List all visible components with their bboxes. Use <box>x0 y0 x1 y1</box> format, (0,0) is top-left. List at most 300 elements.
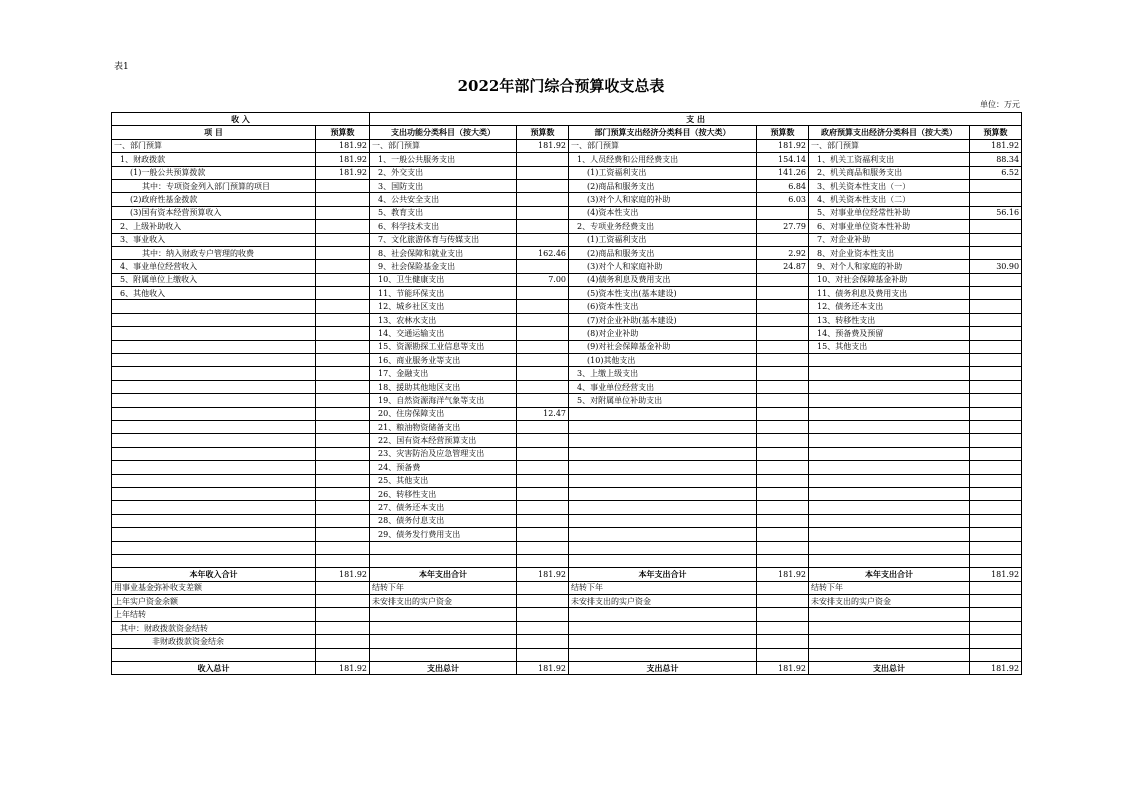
budget-amount-cell <box>316 380 370 393</box>
budget-amount-cell <box>970 220 1022 233</box>
item-cell: 本年支出合计 <box>569 568 757 581</box>
budget-amount-cell <box>970 340 1022 353</box>
item-cell <box>370 635 517 648</box>
budget-amount-cell <box>970 621 1022 634</box>
budget-amount-cell <box>757 367 809 380</box>
item-cell <box>112 380 316 393</box>
budget-amount-cell <box>517 541 569 554</box>
budget-amount-cell <box>517 260 569 273</box>
item-cell <box>112 648 316 661</box>
budget-amount-cell <box>970 233 1022 246</box>
item-cell: 支出总计 <box>370 662 517 675</box>
item-cell: (9)对社会保障基金补助 <box>569 340 757 353</box>
table-row <box>112 528 1022 541</box>
budget-amount-cell <box>316 206 370 219</box>
budget-amount-cell: 181.92 <box>517 139 569 152</box>
item-cell <box>112 300 316 313</box>
column-header: 部门预算支出经济分类科目（按大类） <box>569 126 757 139</box>
item-cell: 23、灾害防治及应急管理支出 <box>370 447 517 460</box>
budget-amount-cell <box>316 581 370 594</box>
item-cell <box>809 501 970 514</box>
item-cell: 26、转移性支出 <box>370 487 517 500</box>
budget-amount-cell <box>970 474 1022 487</box>
item-cell: 上年实户资金余额 <box>112 595 316 608</box>
item-cell <box>112 327 316 340</box>
item-cell <box>112 461 316 474</box>
item-cell: 1、一般公共服务支出 <box>370 153 517 166</box>
table-row <box>112 287 1022 300</box>
item-cell: 一、部门预算 <box>569 139 757 152</box>
budget-amount-cell <box>757 501 809 514</box>
budget-amount-cell: 181.92 <box>970 662 1022 675</box>
item-cell <box>809 621 970 634</box>
item-cell <box>112 367 316 380</box>
item-cell: (7)对企业补助(基本建设) <box>569 313 757 326</box>
table-row <box>112 461 1022 474</box>
budget-amount-cell: 181.92 <box>970 139 1022 152</box>
budget-amount-cell <box>970 300 1022 313</box>
budget-amount-cell <box>316 528 370 541</box>
page-title: 2022年部门综合预算收支总表 <box>457 77 665 95</box>
item-cell: (3)对个人和家庭的补助 <box>569 193 757 206</box>
budget-amount-cell: 162.46 <box>517 246 569 259</box>
item-cell <box>809 420 970 433</box>
item-cell: 本年支出合计 <box>809 568 970 581</box>
table-row <box>112 193 1022 206</box>
budget-amount-cell <box>517 206 569 219</box>
table-row <box>112 394 1022 407</box>
item-cell <box>569 420 757 433</box>
budget-amount-cell <box>316 474 370 487</box>
item-cell <box>809 487 970 500</box>
item-cell: 5、教育支出 <box>370 206 517 219</box>
item-cell <box>370 621 517 634</box>
item-cell: 1、财政拨款 <box>112 153 316 166</box>
table-row <box>112 407 1022 420</box>
budget-amount-cell <box>757 313 809 326</box>
budget-amount-cell <box>757 541 809 554</box>
budget-amount-cell <box>517 487 569 500</box>
budget-amount-cell: 27.79 <box>757 220 809 233</box>
budget-amount-cell: 6.52 <box>970 166 1022 179</box>
item-cell: 支出总计 <box>569 662 757 675</box>
item-cell: 5、对事业单位经常性补助 <box>809 206 970 219</box>
budget-amount-cell <box>316 340 370 353</box>
budget-amount-cell <box>316 608 370 621</box>
table-row <box>112 595 1022 608</box>
item-cell: 19、自然资源海洋气象等支出 <box>370 394 517 407</box>
item-cell <box>112 474 316 487</box>
item-cell <box>569 447 757 460</box>
budget-amount-cell <box>757 461 809 474</box>
item-cell: 2、外交支出 <box>370 166 517 179</box>
table-row <box>112 380 1022 393</box>
item-cell <box>370 608 517 621</box>
budget-amount-cell <box>970 608 1022 621</box>
budget-amount-cell <box>517 287 569 300</box>
item-cell <box>112 420 316 433</box>
budget-amount-cell: 181.92 <box>316 662 370 675</box>
item-cell: 10、卫生健康支出 <box>370 273 517 286</box>
budget-amount-cell: 181.92 <box>517 568 569 581</box>
item-cell: 21、粮油物资储备支出 <box>370 420 517 433</box>
column-header: 预算数 <box>517 126 569 139</box>
item-cell: (1)一般公共预算拨款 <box>112 166 316 179</box>
item-cell: 13、转移性支出 <box>809 313 970 326</box>
item-cell <box>112 528 316 541</box>
budget-amount-cell <box>517 166 569 179</box>
budget-amount-cell <box>517 313 569 326</box>
budget-amount-cell <box>970 179 1022 192</box>
item-cell <box>569 635 757 648</box>
budget-amount-cell <box>316 541 370 554</box>
budget-amount-cell <box>970 367 1022 380</box>
table-row <box>112 206 1022 219</box>
budget-amount-cell <box>316 501 370 514</box>
table-row <box>112 487 1022 500</box>
budget-amount-cell <box>517 380 569 393</box>
budget-amount-cell <box>757 394 809 407</box>
item-cell: 10、对社会保障基金补助 <box>809 273 970 286</box>
budget-amount-cell <box>517 635 569 648</box>
budget-amount-cell <box>970 461 1022 474</box>
item-cell: 15、其他支出 <box>809 340 970 353</box>
item-cell <box>112 340 316 353</box>
budget-amount-cell <box>316 300 370 313</box>
budget-table <box>111 112 1022 675</box>
budget-amount-cell <box>316 407 370 420</box>
budget-amount-cell <box>316 354 370 367</box>
budget-amount-cell <box>517 447 569 460</box>
item-cell <box>569 434 757 447</box>
table-row <box>112 635 1022 648</box>
budget-amount-cell <box>517 354 569 367</box>
budget-amount-cell <box>757 608 809 621</box>
item-cell: 9、社会保险基金支出 <box>370 260 517 273</box>
table-row <box>112 260 1022 273</box>
item-cell: (1)工资福利支出 <box>569 166 757 179</box>
budget-amount-cell <box>517 300 569 313</box>
item-cell <box>809 367 970 380</box>
budget-amount-cell: 2.92 <box>757 246 809 259</box>
budget-amount-cell: 56.16 <box>970 206 1022 219</box>
budget-amount-cell <box>517 220 569 233</box>
item-cell: 本年收入合计 <box>112 568 316 581</box>
item-cell <box>809 514 970 527</box>
budget-amount-cell: 181.92 <box>757 139 809 152</box>
item-cell: 收入总计 <box>112 662 316 675</box>
item-cell: 28、债务付息支出 <box>370 514 517 527</box>
budget-amount-cell <box>316 635 370 648</box>
item-cell: 29、债务发行费用支出 <box>370 528 517 541</box>
item-cell: 上年结转 <box>112 608 316 621</box>
item-cell: 13、农林水支出 <box>370 313 517 326</box>
table-row <box>112 434 1022 447</box>
budget-amount-cell <box>517 648 569 661</box>
column-header: 政府预算支出经济分类科目（按大类） <box>809 126 970 139</box>
budget-amount-cell <box>316 648 370 661</box>
budget-amount-cell <box>316 273 370 286</box>
budget-amount-cell <box>757 340 809 353</box>
budget-amount-cell <box>316 246 370 259</box>
budget-amount-cell <box>970 354 1022 367</box>
budget-amount-cell <box>316 447 370 460</box>
item-cell: 14、交通运输支出 <box>370 327 517 340</box>
budget-amount-cell <box>757 300 809 313</box>
budget-amount-cell <box>517 434 569 447</box>
column-header: 支出功能分类科目（按大类） <box>370 126 517 139</box>
budget-amount-cell <box>517 327 569 340</box>
budget-amount-cell <box>316 327 370 340</box>
budget-amount-cell <box>970 648 1022 661</box>
budget-amount-cell <box>757 327 809 340</box>
budget-amount-cell <box>517 528 569 541</box>
item-cell: 未安排支出的实户资金 <box>809 595 970 608</box>
table-row <box>112 220 1022 233</box>
item-cell <box>569 487 757 500</box>
item-cell <box>809 434 970 447</box>
item-cell: 2、专项业务经费支出 <box>569 220 757 233</box>
item-cell: 一、部门预算 <box>809 139 970 152</box>
budget-amount-cell <box>757 581 809 594</box>
budget-amount-cell: 181.92 <box>517 662 569 675</box>
item-cell: 25、其他支出 <box>370 474 517 487</box>
item-cell: 4、机关资本性支出（二） <box>809 193 970 206</box>
item-cell: (6)资本性支出 <box>569 300 757 313</box>
column-header: 预算数 <box>970 126 1022 139</box>
budget-amount-cell <box>757 420 809 433</box>
budget-amount-cell <box>970 327 1022 340</box>
item-cell: 4、事业单位经营支出 <box>569 380 757 393</box>
item-cell: 7、文化旅游体育与传媒支出 <box>370 233 517 246</box>
item-cell <box>569 474 757 487</box>
item-cell <box>809 554 970 567</box>
item-cell: (2)商品和服务支出 <box>569 246 757 259</box>
table-label: 表1 <box>114 62 129 72</box>
item-cell <box>112 487 316 500</box>
item-cell: 支出总计 <box>809 662 970 675</box>
budget-amount-cell: 181.92 <box>757 568 809 581</box>
budget-amount-cell <box>757 233 809 246</box>
budget-amount-cell <box>970 635 1022 648</box>
item-cell <box>569 514 757 527</box>
table-row <box>112 608 1022 621</box>
item-cell: 9、对个人和家庭的补助 <box>809 260 970 273</box>
budget-amount-cell <box>757 554 809 567</box>
item-cell: (3)对个人和家庭补助 <box>569 260 757 273</box>
budget-amount-cell <box>316 179 370 192</box>
budget-amount-cell: 154.14 <box>757 153 809 166</box>
item-cell <box>809 354 970 367</box>
budget-amount-cell <box>517 367 569 380</box>
budget-amount-cell <box>970 528 1022 541</box>
table-row <box>112 648 1022 661</box>
table-row <box>112 621 1022 634</box>
budget-amount-cell: 24.87 <box>757 260 809 273</box>
budget-amount-cell <box>970 380 1022 393</box>
budget-amount-cell: 181.92 <box>316 568 370 581</box>
item-cell <box>112 407 316 420</box>
table-row <box>112 179 1022 192</box>
column-header: 项 目 <box>112 126 316 139</box>
budget-amount-cell <box>757 380 809 393</box>
budget-amount-cell: 141.26 <box>757 166 809 179</box>
item-cell: 8、对企业资本性支出 <box>809 246 970 259</box>
subtotal-row <box>112 568 1022 581</box>
item-cell: 1、机关工资福利支出 <box>809 153 970 166</box>
budget-amount-cell <box>970 407 1022 420</box>
budget-amount-cell <box>970 501 1022 514</box>
table-row <box>112 554 1022 567</box>
item-cell: 3、机关资本性支出（一） <box>809 179 970 192</box>
item-cell <box>569 608 757 621</box>
budget-amount-cell <box>316 461 370 474</box>
table-row <box>112 139 1022 152</box>
budget-amount-cell <box>517 621 569 634</box>
item-cell: (2)商品和服务支出 <box>569 179 757 192</box>
table-row <box>112 367 1022 380</box>
budget-amount-cell <box>970 595 1022 608</box>
item-cell <box>112 434 316 447</box>
item-cell <box>112 447 316 460</box>
budget-amount-cell: 12.47 <box>517 407 569 420</box>
item-cell: 5、附属单位上缴收入 <box>112 273 316 286</box>
item-cell <box>112 514 316 527</box>
item-cell: 14、预备费及预留 <box>809 327 970 340</box>
item-cell: (4)债务利息及费用支出 <box>569 273 757 286</box>
column-header: 预算数 <box>757 126 809 139</box>
item-cell <box>569 621 757 634</box>
budget-amount-cell <box>316 621 370 634</box>
budget-amount-cell <box>316 394 370 407</box>
item-cell: 3、国防支出 <box>370 179 517 192</box>
budget-amount-cell <box>757 621 809 634</box>
table-row <box>112 233 1022 246</box>
budget-amount-cell <box>757 354 809 367</box>
item-cell: 一、部门预算 <box>370 139 517 152</box>
item-cell: 其中：专项资金列入部门预算的项目 <box>112 179 316 192</box>
item-cell: 非财政拨款资金结余 <box>112 635 316 648</box>
budget-amount-cell <box>757 287 809 300</box>
item-cell: 其中：纳入财政专户管理的收费 <box>112 246 316 259</box>
budget-amount-cell <box>757 514 809 527</box>
item-cell <box>809 394 970 407</box>
table-row <box>112 313 1022 326</box>
item-cell: 4、事业单位经营收入 <box>112 260 316 273</box>
budget-amount-cell <box>970 447 1022 460</box>
budget-amount-cell: 181.92 <box>316 139 370 152</box>
total-row <box>112 662 1022 675</box>
budget-amount-cell <box>316 514 370 527</box>
item-cell <box>112 501 316 514</box>
budget-amount-cell <box>970 313 1022 326</box>
item-cell: 3、事业收入 <box>112 233 316 246</box>
budget-amount-cell <box>970 554 1022 567</box>
item-cell: 11、债务利息及费用支出 <box>809 287 970 300</box>
item-cell: 6、其他收入 <box>112 287 316 300</box>
budget-amount-cell: 6.03 <box>757 193 809 206</box>
item-cell: 27、债务还本支出 <box>370 501 517 514</box>
budget-amount-cell <box>316 220 370 233</box>
budget-amount-cell <box>316 434 370 447</box>
item-cell <box>569 648 757 661</box>
budget-amount-cell <box>757 474 809 487</box>
item-cell <box>112 554 316 567</box>
budget-amount-cell <box>757 635 809 648</box>
budget-amount-cell <box>517 514 569 527</box>
budget-amount-cell: 6.84 <box>757 179 809 192</box>
item-cell <box>809 648 970 661</box>
item-cell: 其中：财政拨款资金结转 <box>112 621 316 634</box>
budget-amount-cell <box>970 394 1022 407</box>
budget-amount-cell <box>316 367 370 380</box>
item-cell: 一、部门预算 <box>112 139 316 152</box>
item-cell: 24、预备费 <box>370 461 517 474</box>
budget-amount-cell <box>970 193 1022 206</box>
budget-amount-cell <box>757 206 809 219</box>
item-cell: (3)国有资本经营预算收入 <box>112 206 316 219</box>
item-cell <box>809 635 970 648</box>
item-cell: 3、上缴上级支出 <box>569 367 757 380</box>
item-cell: 18、援助其他地区支出 <box>370 380 517 393</box>
item-cell <box>569 501 757 514</box>
budget-amount-cell: 181.92 <box>757 662 809 675</box>
item-cell <box>569 461 757 474</box>
budget-amount-cell <box>517 233 569 246</box>
item-cell: 2、上级补助收入 <box>112 220 316 233</box>
budget-amount-cell <box>970 273 1022 286</box>
budget-amount-cell <box>970 246 1022 259</box>
item-cell: 结转下年 <box>370 581 517 594</box>
budget-amount-cell <box>757 487 809 500</box>
item-cell <box>569 407 757 420</box>
budget-amount-cell: 181.92 <box>316 166 370 179</box>
budget-amount-cell <box>517 608 569 621</box>
item-cell: 4、公共安全支出 <box>370 193 517 206</box>
section-income-header: 收 入 <box>112 113 370 126</box>
table-row <box>112 246 1022 259</box>
budget-amount-cell <box>757 595 809 608</box>
item-cell <box>112 394 316 407</box>
budget-amount-cell <box>757 447 809 460</box>
section-expense-header: 支 出 <box>370 113 1022 126</box>
item-cell <box>112 354 316 367</box>
item-cell <box>569 541 757 554</box>
budget-amount-cell <box>517 153 569 166</box>
budget-amount-cell <box>757 648 809 661</box>
budget-amount-cell <box>970 287 1022 300</box>
item-cell: 6、科学技术支出 <box>370 220 517 233</box>
item-cell: 15、资源勘探工业信息等支出 <box>370 340 517 353</box>
table-row <box>112 514 1022 527</box>
item-cell: 17、金融支出 <box>370 367 517 380</box>
table-row <box>112 166 1022 179</box>
item-cell: (1)工资福利支出 <box>569 233 757 246</box>
budget-amount-cell <box>517 179 569 192</box>
table-row <box>112 153 1022 166</box>
budget-amount-cell <box>517 394 569 407</box>
table-row <box>112 273 1022 286</box>
item-cell: 11、节能环保支出 <box>370 287 517 300</box>
budget-amount-cell <box>316 193 370 206</box>
item-cell: 12、城乡社区支出 <box>370 300 517 313</box>
item-cell <box>370 648 517 661</box>
table-row <box>112 474 1022 487</box>
budget-amount-cell <box>316 287 370 300</box>
item-cell: 8、社会保障和就业支出 <box>370 246 517 259</box>
item-cell: 12、债务还本支出 <box>809 300 970 313</box>
budget-amount-cell: 181.92 <box>316 153 370 166</box>
